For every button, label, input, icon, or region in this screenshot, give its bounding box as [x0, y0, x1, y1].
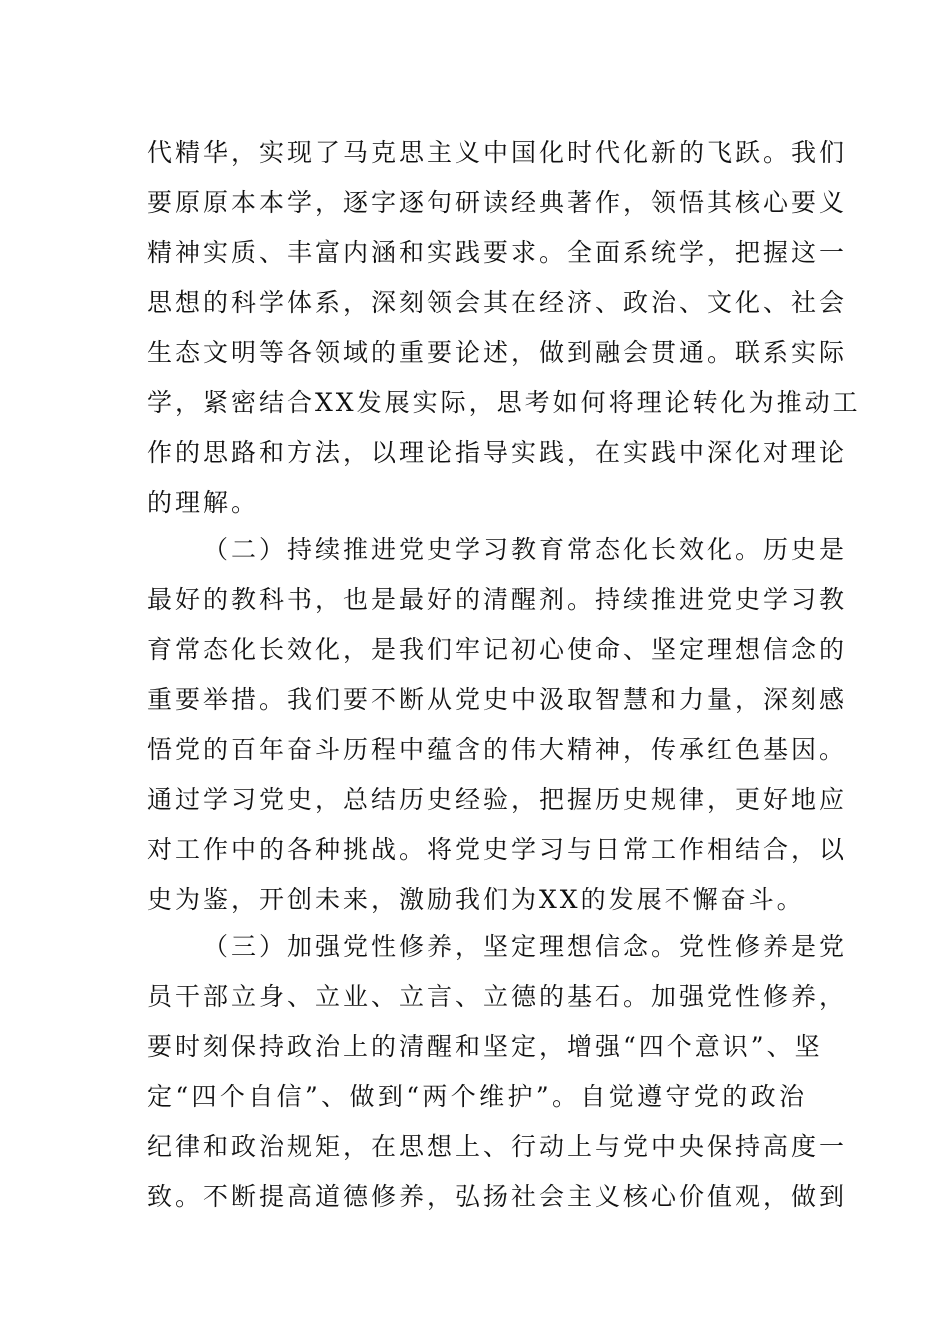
text-line: 史为鉴，开创未来，激励我们为XX的发展不懈奋斗。: [147, 885, 805, 914]
paragraph-1: [147, 128, 861, 528]
text-line: 通过学习党史，总结历史经验，把握历史规律，更好地应: [147, 785, 848, 814]
paragraph-3: [147, 922, 848, 1222]
text-line: 育常态化长效化，是我们牢记初心使命、坚定理想信念的: [147, 635, 848, 664]
paragraph-2: [147, 525, 848, 925]
text-line: 精神实质、丰富内涵和实践要求。全面系统学，把握这一: [147, 238, 848, 267]
text-line: 要时刻保持政治上的清醒和坚定，增强“四个意识”、坚: [147, 1032, 823, 1061]
text-line: 最好的教科书，也是最好的清醒剂。持续推进党史学习教: [147, 585, 848, 614]
text-line: 的理解。: [147, 488, 260, 517]
text-line: 重要举措。我们要不断从党史中汲取智慧和力量，深刻感: [147, 685, 848, 714]
text-line: 对工作中的各种挑战。将党史学习与日常工作相结合，以: [147, 835, 848, 864]
text-line: 生态文明等各领域的重要论述，做到融会贯通。联系实际: [147, 338, 848, 367]
text-line: 纪律和政治规矩，在思想上、行动上与党中央保持高度一: [147, 1132, 848, 1161]
text-line: 思想的科学体系，深刻领会其在经济、政治、文化、社会: [147, 288, 848, 317]
text-line: 要原原本本学，逐字逐句研读经典著作，领悟其核心要义: [147, 188, 848, 217]
paragraph-heading-line: （二）持续推进党史学习教育常态化长效化。历史是: [203, 535, 848, 564]
text-line: 员干部立身、立业、立言、立德的基石。加强党性修养，: [147, 982, 848, 1011]
text-line: 致。不断提高道德修养，弘扬社会主义核心价值观，做到: [147, 1182, 848, 1211]
text-line: 作的思路和方法，以理论指导实践，在实践中深化对理论: [147, 438, 848, 467]
text-line: 学，紧密结合XX发展实际，思考如何将理论转化为推动工: [147, 388, 861, 417]
text-line: 悟党的百年奋斗历程中蕴含的伟大精神，传承红色基因。: [147, 735, 848, 764]
paragraph-heading-line: （三）加强党性修养，坚定理想信念。党性修养是党: [203, 932, 848, 961]
text-line: 定“四个自信”、做到“两个维护”。自觉遵守党的政治: [147, 1082, 807, 1111]
text-line: 代精华，实现了马克思主义中国化时代化新的飞跃。我们: [147, 138, 848, 167]
